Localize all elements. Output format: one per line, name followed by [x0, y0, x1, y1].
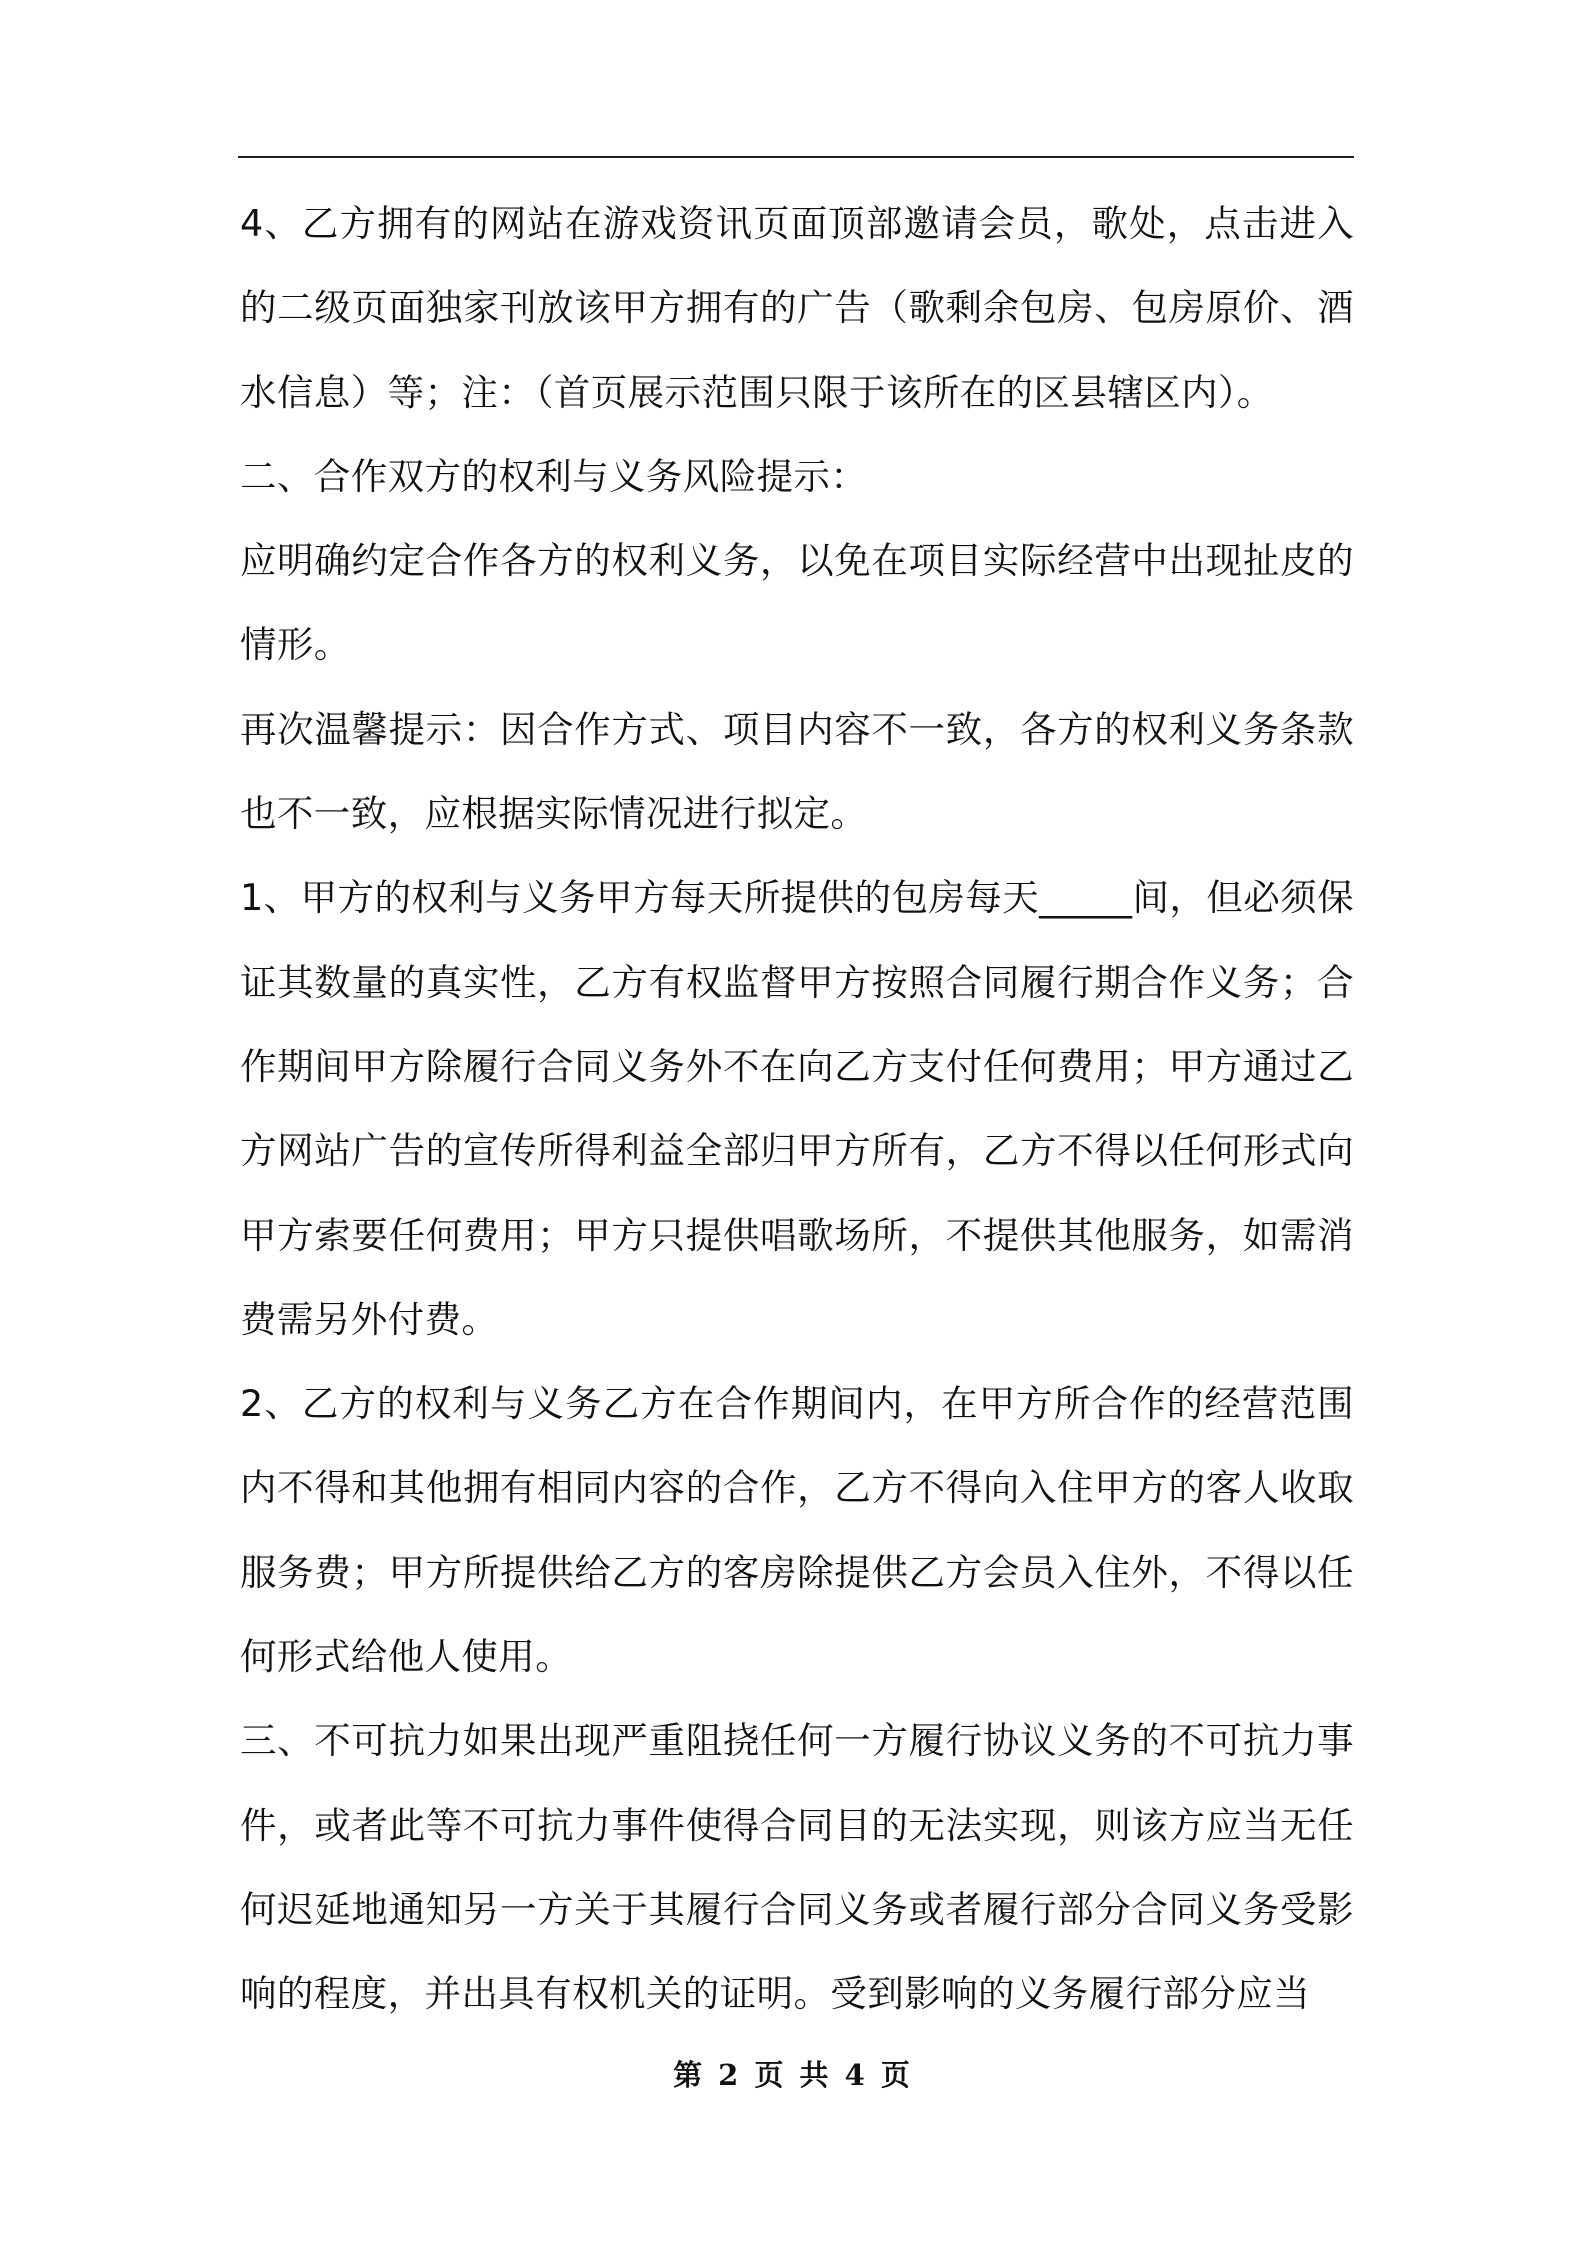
paragraph-clause-4: 4、乙方拥有的网站在游戏资讯页面顶部邀请会员，歌处，点击进入的二级页面独家刊放该甲方拥有的广告（歌剩余包房、包房原价、酒水信息）等；注：（首页展示范围只限于该所在的区县辖区内）。: [240, 202, 1354, 414]
section-heading-rights-obligations: 二、合作双方的权利与义务风险提示：: [240, 454, 868, 498]
section-force-majeure: 三、不可抗力如果出现严重阻挠任何一方履行协议义务的不可抗力事件，或者此等不可抗力事件使得合同目的无法实现，则该方应当无任何迟延地通知另一方关于其履行合同义务或者履行部分合同义务受影响的程度，并出具有权机关的证明。受到影响的义务履行部分应当: [240, 1719, 1354, 2016]
paragraph-risk-note: 应明确约定合作各方的权利义务，以免在项目实际经营中出现扯皮的情形。: [240, 539, 1354, 667]
paragraph-party-b-rights: 2、乙方的权利与义务乙方在合作期间内，在甲方所合作的经营范围内不得和其他拥有相同内容的合作，乙方不得向入住甲方的客人收取服务费；甲方所提供给乙方的客房除提供乙方会员入住外，不得以任何形式给他人使用。: [240, 1382, 1354, 1679]
header-rule: [238, 156, 1354, 158]
page-number-footer: 第 2 页 共 4 页: [673, 2058, 913, 2092]
paragraph-party-a-rights: 1、甲方的权利与义务甲方每天所提供的包房每天_____间，但必须保证其数量的真实性，乙方有权监督甲方按照合同履行期合作义务；合作期间甲方除履行合同义务外不在向乙方支付任何费用；甲方通过乙方网站广告的宣传所得利益全部归甲方所有，乙方不得以任何形式向甲方索要任何费用；甲方只提供唱歌场所，不提供其他服务，如需消费需另外付费。: [240, 876, 1354, 1341]
document-body: [240, 182, 1354, 2037]
paragraph-reminder: 再次温馨提示：因合作方式、项目内容不一致，各方的权利义务条款也不一致，应根据实际情况进行拟定。: [240, 707, 1354, 836]
